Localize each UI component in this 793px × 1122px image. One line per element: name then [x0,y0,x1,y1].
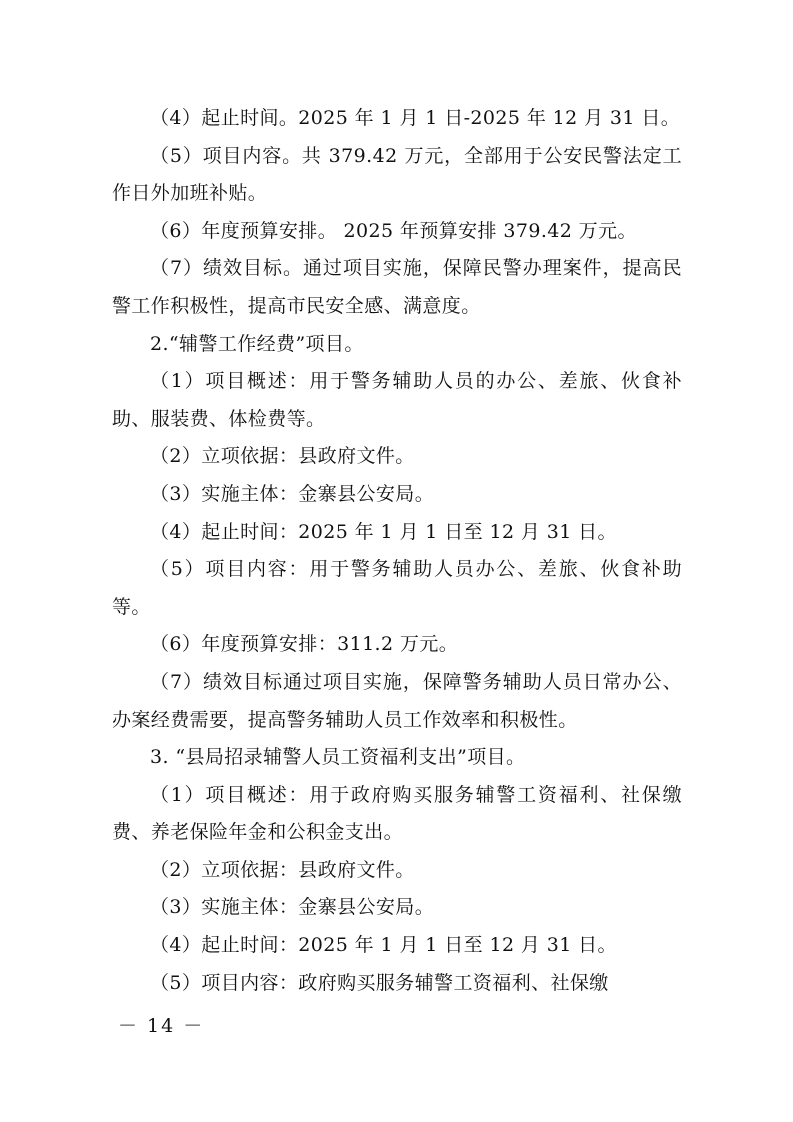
paragraph-content: （5）项目内容：用于警务辅助人员办公、差旅、伙食补助等。 [112,558,682,618]
paragraph-content: （5）项目内容：政府购买服务辅警工资福利、社保缴 [150,971,609,994]
paragraph-overview: （1）项目概述：用于政府购买服务辅警工资福利、社保缴费、养老保险年金和公积金支出。 [112,783,682,844]
paragraph-start-date: （4）起止时间。2025 年 1 月 1 日-2025 年 12 月 31 日。 [150,107,681,129]
section-heading-2: 2.“辅警工作经费”项目。 [150,332,364,355]
paragraph-period: （4）起止时间：2025 年 1 月 1 日至 12 月 31 日。 [150,520,617,543]
paragraph-content: （5）项目内容。共 379.42 万元，全部用于公安民警法定工作日外加班补贴。 [112,144,682,205]
paragraph-goal: （7）绩效目标通过项目实施，保障警务辅助人员日常办公、办案经费需要，提高警务辅助人员工作效率和积极性。 [112,670,682,731]
paragraph-goal: （7）绩效目标。通过项目实施，保障民警办理案件，提高民警工作积极性，提高市民安全感、满意度。 [112,257,682,317]
paragraph-basis: （2）立项依据：县政府文件。 [150,858,415,881]
section-heading-3: 3. “县局招录辅警人员工资福利支出”项目。 [150,746,526,769]
paragraph-entity: （3）实施主体：金寨县公安局。 [150,896,435,919]
paragraph-budget: （6）年度预算安排。 2025 年预算安排 379.42 万元。 [150,219,637,242]
body-text [112,100,682,1002]
page-number: － 14 － [118,1015,205,1037]
paragraph-period: （4）起止时间：2025 年 1 月 1 日至 12 月 31 日。 [150,934,617,957]
paragraph-basis: （2）立项依据：县政府文件。 [150,445,415,468]
paragraph-overview: （1）项目概述：用于警务辅助人员的办公、差旅、伙食补助、服装费、体检费等。 [112,370,682,430]
paragraph-entity: （3）实施主体：金寨县公安局。 [150,482,435,505]
paragraph-budget: （6）年度预算安排：311.2 万元。 [150,633,459,656]
